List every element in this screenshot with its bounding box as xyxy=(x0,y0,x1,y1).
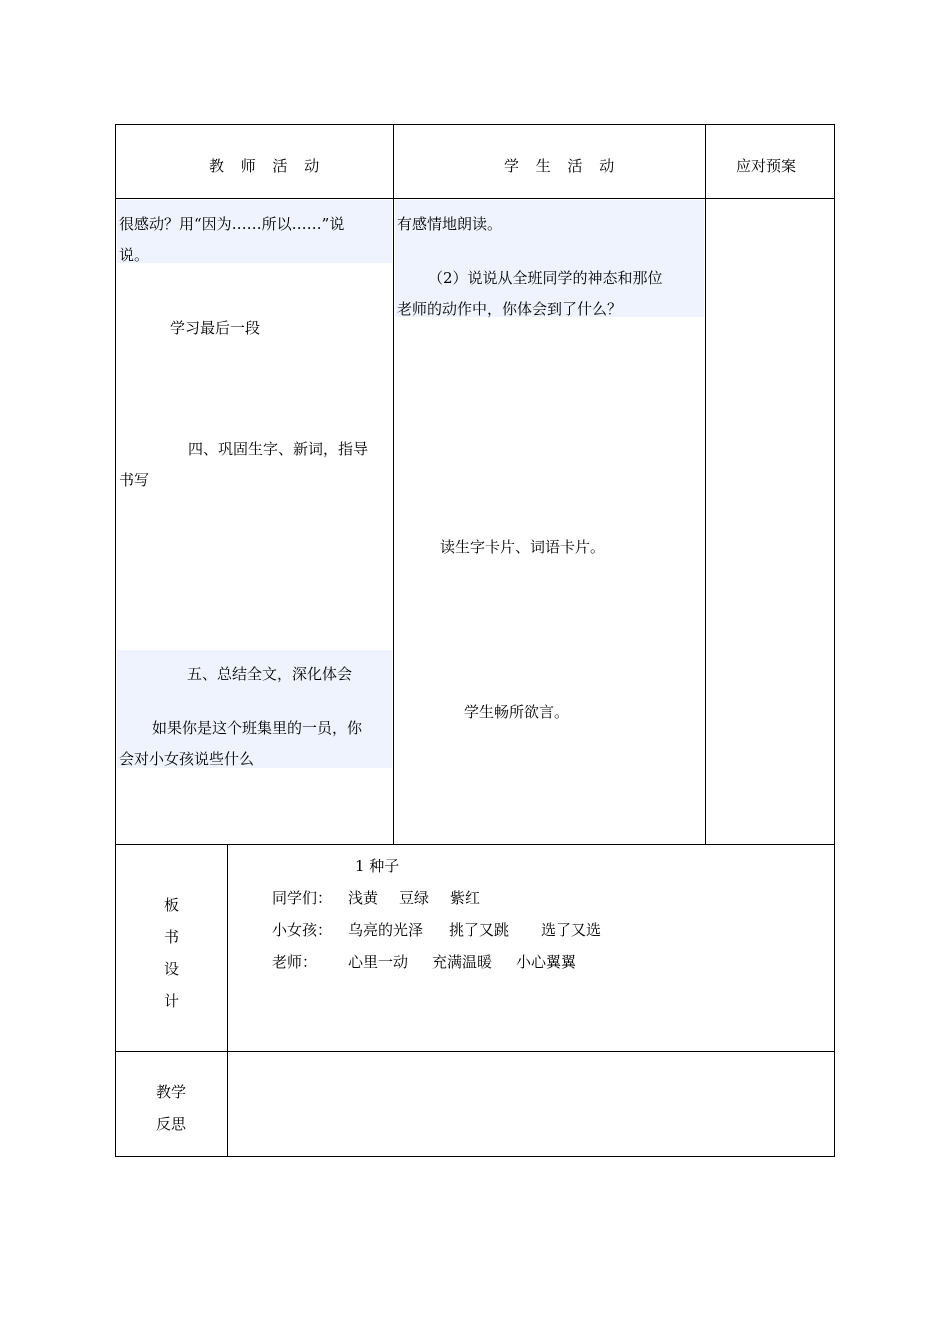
student-text-3: 老师的动作中，你体会到了什么？ xyxy=(397,300,623,318)
board-title: 1 种子 xyxy=(355,857,400,875)
board-row-2-who: 小女孩： xyxy=(272,921,333,939)
header-student-activity: 学 生 活 动 xyxy=(504,157,621,175)
board-row-3-who: 老师： xyxy=(272,953,318,971)
board-label-1: 板 xyxy=(164,896,180,914)
teacher-text-8: 会对小女孩说些什么 xyxy=(119,750,255,768)
board-row-1-item-1: 浅黄 xyxy=(348,889,379,907)
teacher-text-3: 学习最后一段 xyxy=(170,319,261,337)
teacher-text-1: 很感动？用“因为……所以……”说 xyxy=(119,215,345,233)
header-response-plan: 应对预案 xyxy=(736,157,797,175)
board-row-1-who: 同学们： xyxy=(272,889,333,907)
board-label-3: 设 xyxy=(164,960,180,978)
board-row-3-item-3: 小心翼翼 xyxy=(516,953,577,971)
teacher-text-2: 说。 xyxy=(119,246,150,264)
board-label-2: 书 xyxy=(164,928,180,946)
teacher-text-6: 五、总结全文，深化体会 xyxy=(187,665,353,683)
board-row-1-item-2: 豆绿 xyxy=(399,889,430,907)
teacher-text-4: 四、巩固生字、新词，指导 xyxy=(188,440,369,458)
board-row-1-item-3: 紫红 xyxy=(450,889,481,907)
teacher-text-7: 如果你是这个班集里的一员，你 xyxy=(152,719,363,737)
student-text-5: 学生畅所欲言。 xyxy=(464,703,570,721)
student-text-2: （2）说说从全班同学的神态和那位 xyxy=(428,269,663,287)
reflection-label-1: 教学 xyxy=(156,1083,187,1101)
board-row-3-item-2: 充满温暖 xyxy=(432,953,493,971)
board-row-3-item-1: 心里一动 xyxy=(348,953,409,971)
reflection-label-2: 反思 xyxy=(156,1115,187,1133)
board-label-4: 计 xyxy=(164,992,180,1010)
board-row-2-item-3: 选了又选 xyxy=(541,921,602,939)
teacher-text-5: 书写 xyxy=(119,471,150,489)
student-text-1: 有感情地朗读。 xyxy=(397,215,503,233)
board-row-2-item-1: 乌亮的光泽 xyxy=(348,921,424,939)
student-text-4: 读生字卡片、词语卡片。 xyxy=(440,538,606,556)
header-teacher-activity: 教 师 活 动 xyxy=(209,157,326,175)
board-row-2-item-2: 挑了又跳 xyxy=(449,921,510,939)
